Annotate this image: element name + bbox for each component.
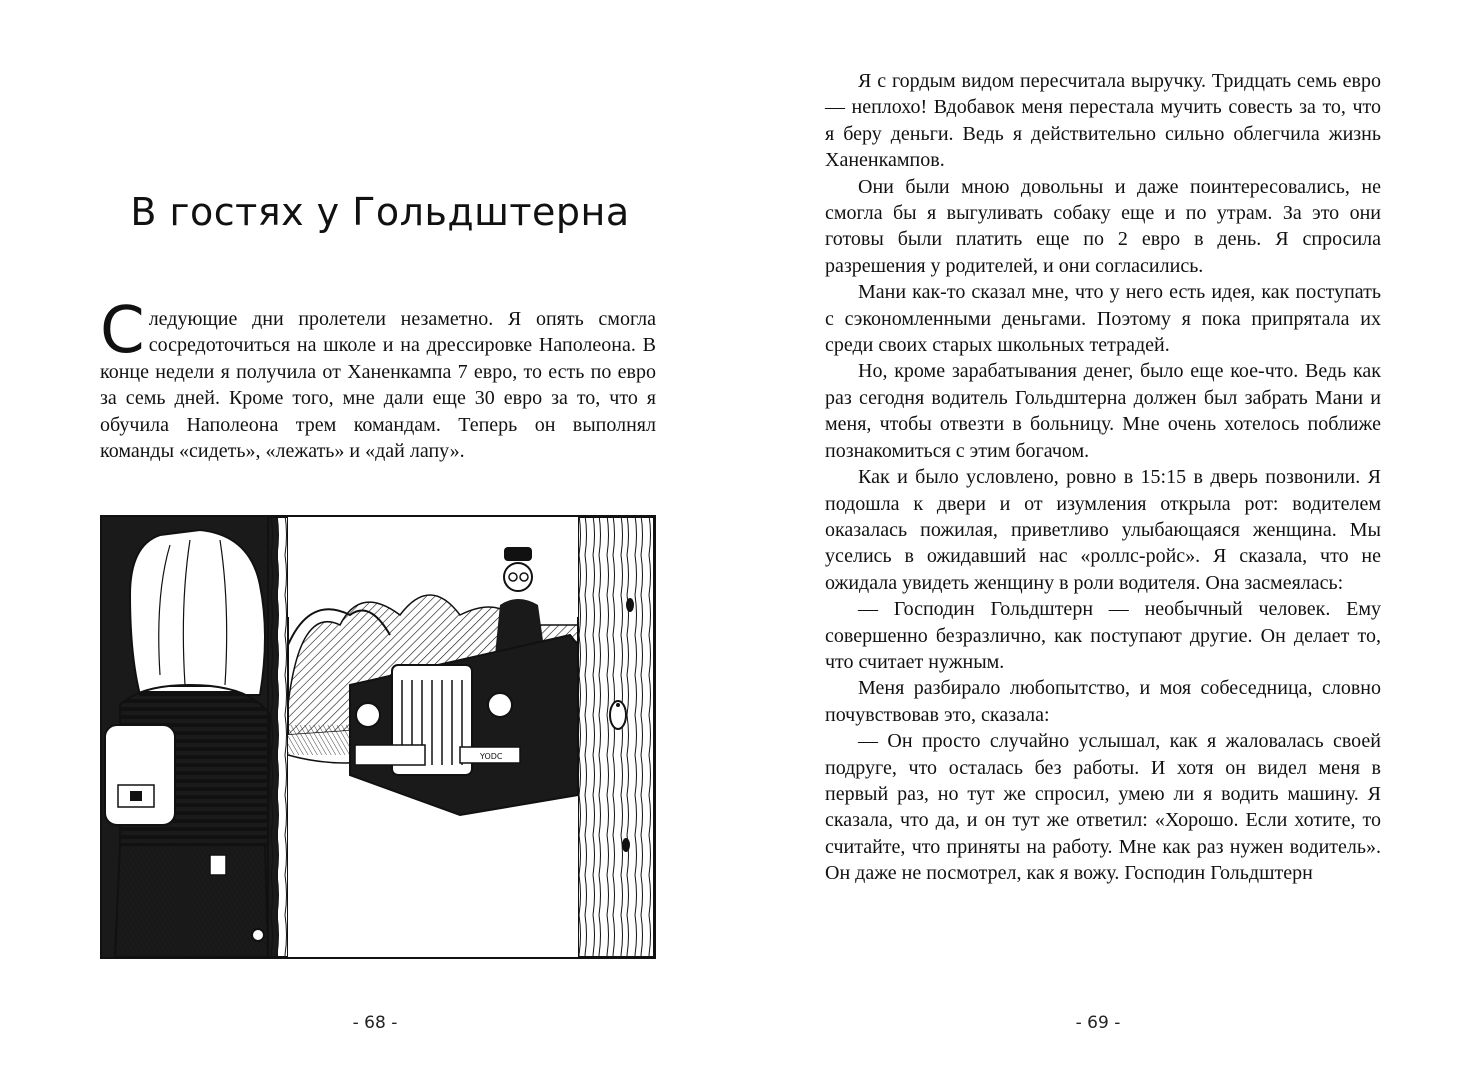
first-paragraph <box>100 294 656 464</box>
page-number-right: - 69 - <box>1075 1013 1121 1033</box>
illustration <box>100 515 656 959</box>
left-page <box>0 0 740 1080</box>
right-page <box>740 0 1481 1080</box>
paragraph: Они были мною довольны и даже поинтересовались, не смогла бы я выгуливать собаку еще и по утрам. За это они готовы были платить еще по 2 евро в день. Я спросила разрешения у родителей, и они согласились. <box>825 175 1381 277</box>
chapter-title: В гостях у Гольдштерна <box>130 190 630 234</box>
drop-cap: С <box>100 294 145 368</box>
first-paragraph-text: ледующие дни пролетели незаметно. Я опять смогла сосредоточиться на школе и на дрессировке Наполеона. В конце недели я получила от Ханенкампа 7 евро, то есть по евро за семь дней. Кроме того, мне дали еще 30 евро за то, что я обучила Наполеона трем командам. Теперь он выполнял команды «сидеть», «лежать» и «дай лапу». <box>100 308 656 463</box>
paragraph: Но, кроме зарабатывания денег, было еще кое-что. Ведь как раз сегодня водитель Гольдштерна должен был забрать Мани и меня, чтобы отвезти в больницу. Мне очень хотелось поближе познакомиться с этим богачом. <box>825 360 1381 462</box>
paragraph: — Он просто случайно услышал, как я жаловалась своей подруге, что осталась без работы. И хотя он видел меня в первый раз, но тут же спросил, умею ли я водить машину. Я сказала, что да, и он тут же ответил: «Хорошо. Если хотите, то считайте, что приняты на работу. Мне как раз нужен водитель». Он даже не посмотрел, как я вожу. Господин Гольдштерн <box>825 730 1381 885</box>
paragraph: Мани как-то сказал мне, что у него есть идея, как поступать с сэкономленными деньгами. Поэтому я пока припрятала их среди своих старых школьных тетрадей. <box>825 281 1381 357</box>
right-page-text <box>825 68 1381 887</box>
illustration-girl-at-door-rolls-royce-icon <box>100 515 656 959</box>
paragraph: Я с гордым видом пересчитала выручку. Тридцать семь евро — неплохо! Вдобавок меня перестала мучить совесть за то, что я беру деньги. Ведь я действительно сильно облегчила жизнь Ханенкампов. <box>825 70 1381 172</box>
paragraph: Как и было условлено, ровно в 15:15 в дверь позвонили. Я подошла к двери и от изумления открыла рот: водителем оказалась пожилая, приветливо улыбающаяся женщина. Мы уселись в ожидавший нас «роллс-ройс». Я сказала, что не ожидала увидеть женщину в роли водителя. Она засмеялась: <box>825 466 1381 594</box>
paragraph: Меня разбирало любопытство, и моя собеседница, словно почувствовав это, сказала: <box>825 677 1381 726</box>
paragraph: — Господин Гольдштерн — необычный человек. Ему совершенно безразлично, как поступают другие. Он делает то, что считает нужным. <box>825 598 1381 673</box>
page-number-left: - 68 - <box>352 1013 398 1033</box>
left-page-text <box>100 294 656 464</box>
license-plate: YODC <box>480 752 503 761</box>
